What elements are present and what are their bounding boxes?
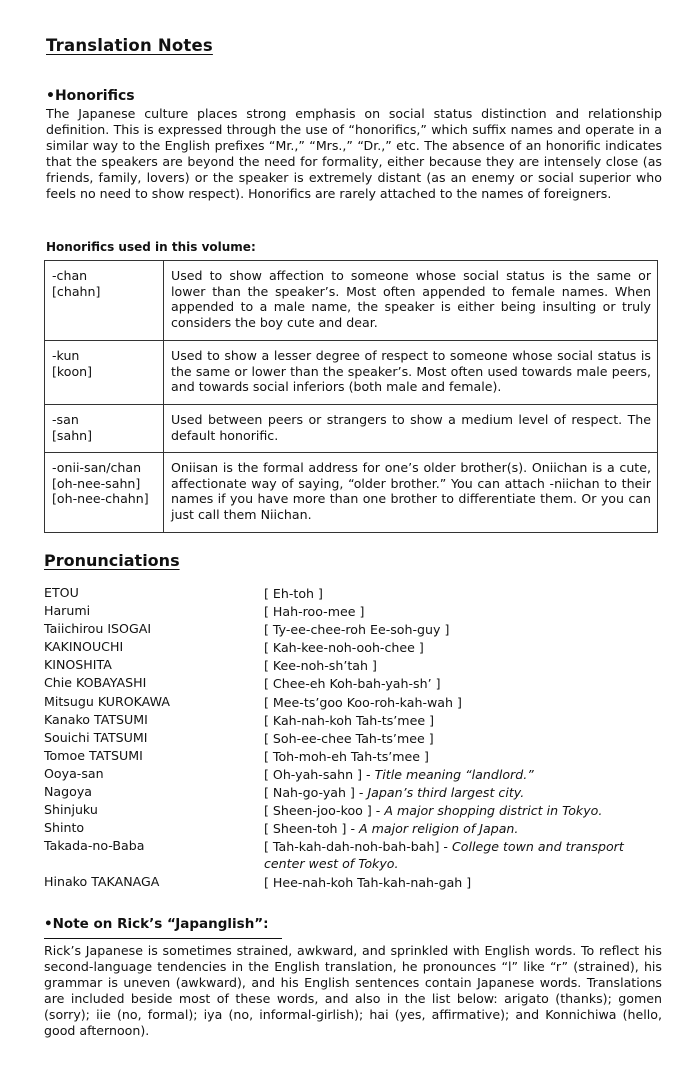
pron-text: [ Hah-roo-mee ] (264, 604, 365, 620)
list-item (44, 603, 664, 621)
pron-name: Ooya-san (44, 765, 104, 781)
list-item (44, 802, 664, 820)
honorific-definition: Used to show a lesser degree of respect to someone whose social status is the same or lower than the speaker’s. Most often used towards male peers, and towards social inferiors (both male and female). (164, 341, 658, 405)
pron-name: Taiichirou ISOGAI (44, 621, 152, 637)
honorifics-paragraph: The Japanese culture places strong emphasis on social status distinction and relationship definition. This is expressed through the use of “honorifics,” which suffix names and operate in a similar way to the English prefixes “Mr.,” “Mrs.,” “Dr.,” etc. The absence of an honorific indicates that the speakers are beyond the need for formality, either because they are intensely close (as friends, family, lovers) or the speaker is extremely distant (as an enemy or social superior who feels no need to show respect). Honorifics are rarely attached to the names of foreigners. (46, 106, 662, 201)
pronunciations-heading: Pronunciations (44, 551, 180, 570)
pron-text: [ Soh-ee-chee Tah-ts’mee ] (264, 730, 434, 746)
list-item (44, 820, 664, 838)
pron-name: Shinjuku (44, 802, 98, 818)
pron-text: [ Kah-nah-koh Tah-ts’mee ] (264, 712, 434, 728)
list-item (44, 675, 664, 693)
list-item (44, 712, 664, 730)
honorifics-table (44, 260, 658, 533)
pron-name: Tomoe TATSUMI (44, 747, 143, 763)
page-title: Translation Notes (46, 36, 213, 55)
pron-name: Takada-no-Baba (44, 838, 145, 854)
japanglish-heading: •Note on Rick’s “Japanglish”: (44, 916, 269, 932)
list-item (44, 784, 664, 802)
list-item (44, 621, 664, 639)
pron-note: College town and transport center west of Tokyo. (264, 839, 624, 872)
table-row (45, 453, 658, 533)
pron-text: [ Sheen-toh ] - (264, 821, 356, 837)
list-item (44, 657, 664, 675)
pron-text: [ Ty-ee-chee-roh Ee-soh-guy ] (264, 622, 450, 638)
list-item (44, 838, 664, 874)
list-item (44, 585, 664, 603)
list-item (44, 730, 664, 748)
pron-text: [ Mee-ts’goo Koo-roh-kah-wah ] (264, 694, 462, 710)
pron-note: A major religion of Japan. (359, 821, 519, 837)
pronunciation-list (44, 585, 664, 892)
pron-text: [ Toh-moh-eh Tah-ts’mee ] (264, 748, 429, 764)
pron-note: Title meaning “landlord.” (374, 766, 534, 782)
list-item (44, 639, 664, 657)
table-row (45, 405, 658, 453)
honorifics-table-heading: Honorifics used in this volume: (46, 240, 256, 254)
pron-name: Shinto (44, 820, 85, 836)
list-item (44, 694, 664, 712)
list-item (44, 766, 664, 784)
list-item (44, 748, 664, 766)
pron-name: KAKINOUCHI (44, 639, 124, 655)
table-row (45, 261, 658, 341)
pron-text: [ Kee-noh-sh’tah ] (264, 658, 377, 674)
divider (44, 938, 282, 939)
honorific-definition: Used between peers or strangers to show a medium level of respect. The default honorific. (164, 405, 658, 453)
pron-name: Souichi TATSUMI (44, 729, 148, 745)
pron-text: [ Hee-nah-koh Tah-kah-nah-gah ] (264, 875, 472, 891)
pron-note: A major shopping district in Tokyo. (384, 803, 603, 819)
honorific-definition: Oniisan is the formal address for one’s older brother(s). Oniichan is a cute, affectionate way of saying, “older brother.” You can attach -niichan to their names if you have more than one brother to differentiate them. Or you can just call them Niichan. (164, 453, 658, 533)
pron-name: KINOSHITA (44, 657, 112, 673)
pron-name: Hinako TAKANAGA (44, 874, 160, 890)
honorific-term: -san [sahn] (45, 405, 164, 453)
pron-name: Mitsugu KUROKAWA (44, 693, 170, 709)
honorific-term: -kun [koon] (45, 341, 164, 405)
pron-text: [ Sheen-joo-koo ] - (264, 803, 381, 819)
pron-text: [ Nah-go-yah ] - (264, 785, 364, 801)
pron-text: [ Chee-eh Koh-bah-yah-sh’ ] (264, 676, 441, 692)
table-row (45, 341, 658, 405)
list-item (44, 874, 664, 892)
pron-name: ETOU (44, 585, 79, 600)
honorific-definition: Used to show affection to someone whose social status is the same or lower than the speaker’s. Most often appended to female names. When appended to a male name, the speaker is either being insulting or truly considers the boy cute and dear. (164, 261, 658, 341)
pron-note: Japan’s third largest city. (367, 785, 525, 801)
japanglish-paragraph: Rick’s Japanese is sometimes strained, awkward, and sprinkled with English words. To reflect his second-language tendencies in the English translation, he pronounces “l” like “r” (strained), his grammar is uneven (awkward), and his English sentences contain Japanese words. Translations are included beside most of these words, and also in the list below: arigato (thanks); gomen (sorry); iie (no, formal); iya (no, informal-girlish); hai (yes, affirmative); and Konnichiwa (hello, good afternoon). (44, 943, 662, 1038)
pron-text: [ Tah-kah-dah-noh-bah-bah] - (264, 839, 448, 855)
honorific-term: -chan [chahn] (45, 261, 164, 341)
honorifics-heading: •Honorifics (46, 88, 135, 104)
pron-name: Kanako TATSUMI (44, 711, 148, 727)
pron-name: Harumi (44, 603, 91, 619)
pron-name: Nagoya (44, 784, 93, 800)
pron-name: Chie KOBAYASHI (44, 675, 147, 691)
pron-text: [ Kah-kee-noh-ooh-chee ] (264, 640, 424, 656)
pron-text: [ Eh-toh ] (264, 586, 323, 601)
honorific-term: -onii-san/chan [oh-nee-sahn] [oh-nee-chahn] (45, 453, 164, 533)
pron-text: [ Oh-yah-sahn ] - (264, 766, 371, 782)
